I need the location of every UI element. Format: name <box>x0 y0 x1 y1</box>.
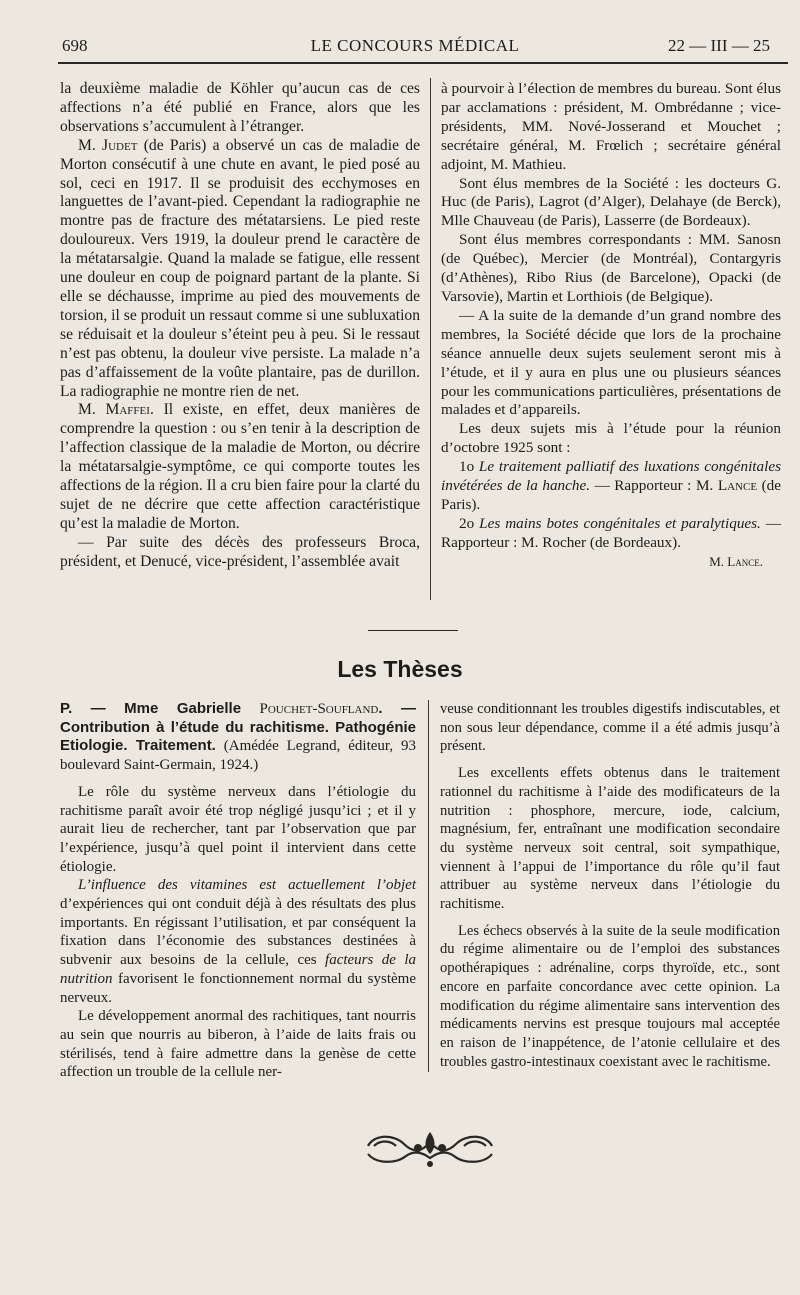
author-name: Judet <box>102 136 138 154</box>
section-title: Les Thèses <box>337 656 463 682</box>
header-rule <box>58 62 788 64</box>
paragraph: à pourvoir à l’élection de membres du bureau. Sont élus par acclamations : président, M. Ombrédanne ; vice-présidents, MM. Nové-Josserand et Mouchet ; secrétaire général, M. Frœlich ; secrétaire général adjoint, M. Mathieu. <box>441 80 781 173</box>
issue-date: 22 — III — 25 <box>668 36 770 55</box>
paragraph: Les deux sujets mis à l’étude pour la réunion d’octobre 1925 sont : <box>441 420 781 457</box>
running-header <box>60 36 770 58</box>
bottom-left-column <box>60 700 416 1082</box>
paragraph: L’influence des vitamines est actuellement l’objet d’expériences qui ont conduit déjà à des résultats des plus importants. En régissant l’utilisation, et par conséquent la fixation dans l’économie des substances destinées à subvenir aux besoins de la cellule, ces facteurs de la nutrition favorisent le fonctionnement normal du système nerveux. <box>60 877 416 1006</box>
paragraph: M. Maffei. Il existe, en effet, deux manières de comprendre la question : ou s’en tenir à la description de l’affection classique de la maladie de Morton, ou décrire la métatarsalgie-symptôme, ce qui comporte toutes les affections de la région. Il a cru bien faire pour la clarté du sujet de ne décrire que cette affection caractéristique qu’est la maladie de Morton. <box>60 401 420 532</box>
author-name: Maffei <box>105 401 150 419</box>
fleuron-ornament-icon <box>360 1128 500 1173</box>
study-subject-1: 1o Le traitement palliatif des luxations congénitales invétérées de la hanche. — Rapporteur : M. Lance (de Paris). <box>441 458 781 513</box>
paragraph: M. Judet (de Paris) a observé un cas de maladie de Morton consécutif à une chute en avant, le pied posé au sol, ceci en 1917. Il se produisit des ecchymoses en languettes de l’avant-pied. Cependant la radiographie ne montre pas de fracture des métatarsiens. Le pied reste douloureux. Vers 1919, la douleur prend le caractère de la métatarsalgie. Quand la malade se fatigue, elle ressent une douleur en coup de poignard partant de la plante. Si elle se déchausse, imprime au pied des mouvements de torsion, il se produit un ressaut comme si une subluxation se réduisait et la douleur s’éteint peu à peu. Si le ressaut n’est pas obtenu, la douleur vive persiste. La malade n’a pas d’affaissement de la voûte plantaire, pas de durillon. La radiographie ne montre rien de net. <box>60 136 420 400</box>
top-left-column <box>60 80 420 572</box>
top-right-column <box>441 80 781 572</box>
thesis-reference: P. — Mme Gabrielle Pouchet-Soufland. — Contribution à l’étude du rachitisme. Pathogénie Etiologie. Traitement. (Amédée Legrand, éditeur, 93 boulevard Saint-Germain, 1924.) <box>60 700 417 774</box>
page-number: 698 <box>62 36 88 55</box>
column-divider <box>428 700 429 1072</box>
journal-title: LE CONCOURS MÉDICAL <box>310 36 520 55</box>
paragraph: — A la suite de la demande d’un grand nombre des membres, la Société décide que lors de la prochaine séance annuelle deux sujets seulement seront mis à l’étude, et il y aura en plus une ou plusieurs séances pour les communications particulières, présentations de malades et d’appareils. <box>441 306 781 419</box>
paragraph: Le développement anormal des rachitiques, tant nourris au sein que nourris au biberon, à l’aide de laits frais ou stérilisés, tend à faire admettre dans la genèse de cette affection un trouble de la cellule ner- <box>60 1008 416 1081</box>
paragraph: Le rôle du système nerveux dans l’étiologie du rachitisme paraît avoir été trop négligé jusqu’ici ; et il y aurait lieu de rechercher, tant par l’observation que par l’expérience, jusqu’à quel point il intervient dans cette étiologie. <box>60 783 416 875</box>
paragraph: Sont élus membres de la Société : les docteurs G. Huc (de Paris), Lagrot (d’Alger), Delahaye (de Berck), Mlle Chauveau (de Paris), Lasserre (de Bordeaux). <box>441 174 781 230</box>
paragraph: Sont élus membres correspondants : MM. Sanosn (de Québec), Mercier (de Montréal), Contargyris (d’Athènes), Ribo Rius (de Barcelone), Opacki (de Varsovie), Martin et Lorthiois (de Belgique). <box>441 231 781 305</box>
paragraph: — Par suite des décès des professeurs Broca, président, et Denucé, vice-président, l’assemblée avait <box>60 533 420 570</box>
section-rule <box>368 630 458 631</box>
paragraph: Les excellents effets obtenus dans le traitement rationnel du rachitisme à l’aide des modificateurs de la nutrition : phosphore, mercure, iode, calcium, magnésium, fer, entraînant une modification secondaire du système nerveux soit central, soit sympathique, viennent à l’appui de l’importance du rôle qu’il faut attribuer au système nerveux dans l’étiologie du rachitisme. <box>440 765 780 913</box>
study-subject-2: 2o Les mains botes congénitales et paralytiques. — Rapporteur : M. Rocher (de Bordeaux). <box>441 514 782 551</box>
column-divider <box>430 78 431 600</box>
paragraph: veuse conditionnant les troubles digestifs indiscutables, et non sous leur dépendance, comme il a été admis jusqu’à présent. <box>440 701 780 755</box>
signature: M. Lance. <box>709 553 763 569</box>
bottom-right-column <box>440 700 780 1071</box>
paragraph: Les échecs observés à la suite de la seule modification du régime alimentaire ou de l’emploi des substances opothérapiques : adrénaline, corps thyroïde, etc., sont encore en parfaite concordance avec cette opinion. La modification du régime alimentaire sans intervention des médicaments nervins est presque toujours mal acceptée en raison de l’inappétence, de l’atonie cellulaire et des troubles gastro-intestinaux coexistant avec le rachitisme. <box>440 922 780 1070</box>
paragraph: la deuxième maladie de Köhler qu’aucun cas de ces affections n’a été publié en France, alors que les observations s’accumulent à l’étranger. <box>60 80 420 135</box>
